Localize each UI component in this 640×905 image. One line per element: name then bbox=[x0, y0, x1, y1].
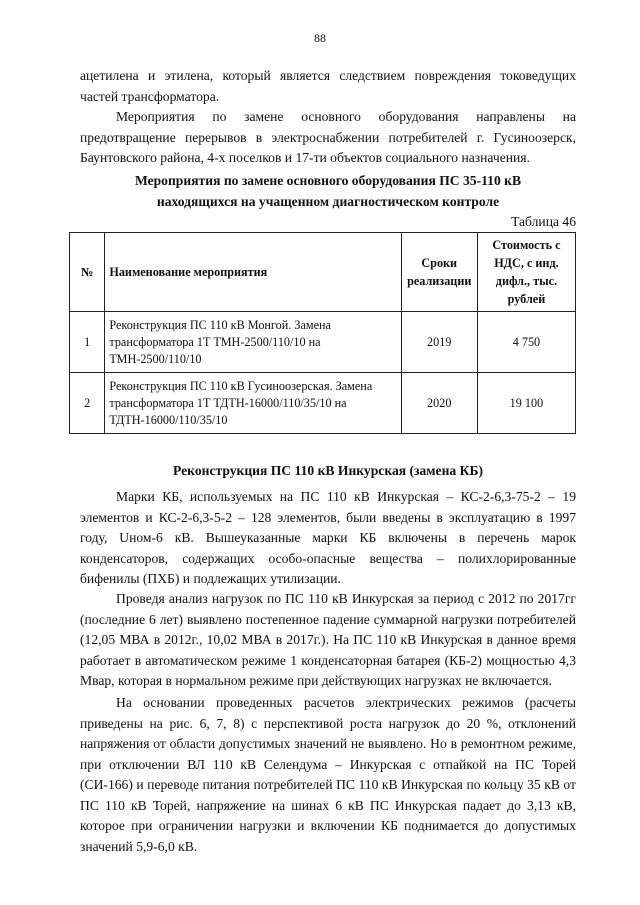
table-title-line2: находящихся на учащенном диагностическом контроле bbox=[156, 194, 500, 209]
header-implementation-period: Сроки реализации bbox=[401, 233, 477, 312]
table-row bbox=[70, 373, 576, 434]
paragraph-kb-types: Марки КБ, используемых на ПС 110 кВ Инкурская – КС-2-6,3-75-2 – 19 элементов и КС-2-6,3-5-2 – 128 элементов, были введены в эксплуатацию в 1997 году, Uном-6 кВ. Вышеуказанные марки КБ включены в перечень марок конденсаторов, содержащих особо-опасные вещества – полихлорированные бифенилы (ПХБ) и подлежащих утилизации. bbox=[80, 489, 576, 586]
row-measure-name: Реконструкция ПС 110 кВ Монгой. Замена трансформатора 1Т ТМН-2500/110/10 на ТМН-2500/110/10 bbox=[105, 312, 401, 373]
header-number: № bbox=[70, 233, 105, 312]
row-cost: 19 100 bbox=[477, 373, 575, 434]
row-number: 2 bbox=[70, 373, 105, 434]
row-year: 2019 bbox=[401, 312, 477, 373]
paragraph-calculations: На основании проведенных расчетов электрических режимов (расчеты приведены на рис. 6, 7, 8) с перспективой роста нагрузок до 20 %, отклонений напряжения от области допустимых значений не выявлено. Но в ремонтном режиме, при отключении ВЛ 110 кВ Селендума – Инкурская с отпайкой на ПС Торей (СИ-166) и переводе питания потребителей ПС 110 кВ Инкурская по кольцу 35 кВ от ПС 110 кВ Торей, напряжение на шинах 6 кВ ПС Инкурская падает до 3,13 кВ, которое при ограничении нагрузки и включении КБ поднимается до допустимых значений 5,9-6,0 кВ. bbox=[80, 695, 576, 854]
table-number: Таблица 46 bbox=[511, 214, 576, 229]
table-row bbox=[70, 312, 576, 373]
table-header-row bbox=[70, 233, 576, 312]
paragraph-continuation: ацетилена и этилена, который является следствием повреждения токоведущих частей трансформатора. bbox=[80, 68, 576, 104]
row-measure-name: Реконструкция ПС 110 кВ Гусиноозерская. Замена трансформатора 1Т ТДТН-16000/110/35/10 на ТДТН-16000/110/35/10 bbox=[105, 373, 401, 434]
row-cost: 4 750 bbox=[477, 312, 575, 373]
paragraph-measures-purpose: Мероприятия по замене основного оборудования направлены на предотвращение перерывов в электроснабжении потребителей г. Гусиноозерск, Баунтовского района, 4-х поселков и 17-ти объектов социального назначения. bbox=[80, 109, 576, 165]
paragraph-load-analysis: Проведя анализ нагрузок по ПС 110 кВ Инкурская за период с 2012 по 2017гг (последние 6 лет) выявлено постепенное падение суммарной нагрузки потребителей (12,05 МВА в 2012г., 10,02 МВА в 2017г.). На ПС 110 кВ Инкурская в данное время работает в автоматическом режиме 1 конденсаторная батарея (КБ-2) мощностью 4,3 Мвар, которая в нормальном режиме при действующих нагрузках не включается. bbox=[80, 591, 576, 688]
header-measure-name: Наименование мероприятия bbox=[105, 233, 401, 312]
row-year: 2020 bbox=[401, 373, 477, 434]
table-title-line1: Мероприятия по замене основного оборудования ПС 35-110 кВ bbox=[134, 173, 522, 188]
row-number: 1 bbox=[70, 312, 105, 373]
page-number: 88 bbox=[314, 31, 326, 45]
section-heading: Реконструкция ПС 110 кВ Инкурская (замена КБ) bbox=[173, 463, 483, 478]
measures-table bbox=[69, 232, 576, 434]
header-cost: Стоимость с НДС, с инд. дифл., тыс. рублей bbox=[477, 233, 575, 312]
